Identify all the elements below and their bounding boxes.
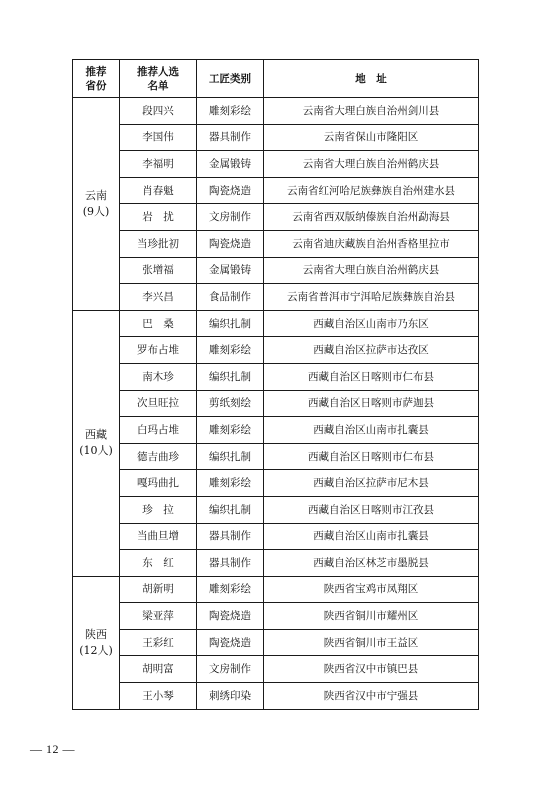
craftsman-name: 胡明富 (120, 656, 197, 683)
table-row (73, 310, 479, 337)
craft-category: 金属锻铸 (197, 257, 264, 284)
craftsman-name: 王彩红 (120, 629, 197, 656)
craftsman-address: 西藏自治区拉萨市达孜区 (264, 337, 479, 364)
craftsman-address: 云南省大理白族自治州鹤庆县 (264, 151, 479, 178)
craftsman-address: 云南省保山市隆阳区 (264, 124, 479, 151)
province-count: (9人) (82, 204, 110, 218)
table-row (73, 177, 479, 204)
craft-category: 文房制作 (197, 656, 264, 683)
craftsman-address: 陕西省汉中市宁强县 (264, 683, 479, 710)
craftsman-address: 云南省大理白族自治州剑川县 (264, 98, 479, 125)
craftsman-name: 罗布占堆 (120, 337, 197, 364)
craft-category: 食品制作 (197, 284, 264, 311)
craftsman-name: 岩 扰 (120, 204, 197, 231)
province-name: 云南 (85, 188, 107, 202)
table-row (73, 603, 479, 630)
craftsman-address: 云南省西双版纳傣族自治州勐海县 (264, 204, 479, 231)
craft-category: 雕刻彩绘 (197, 470, 264, 497)
craft-category: 雕刻彩绘 (197, 98, 264, 125)
craftsman-name: 白玛占堆 (120, 417, 197, 444)
table-row (73, 337, 479, 364)
craft-category: 编织扎制 (197, 363, 264, 390)
table-row (73, 151, 479, 178)
craftsman-name: 段四兴 (120, 98, 197, 125)
craftsman-address: 云南省红河哈尼族彝族自治州建水县 (264, 177, 479, 204)
craftsman-address: 西藏自治区日喀则市萨迦县 (264, 390, 479, 417)
craftsman-name: 巴 桑 (120, 310, 197, 337)
header-name-label: 推荐人选 名单 (137, 65, 179, 92)
craftsman-name: 当曲旦增 (120, 523, 197, 550)
craft-category: 器具制作 (197, 550, 264, 577)
craftsman-name: 嘎玛曲扎 (120, 470, 197, 497)
province-cell (73, 310, 120, 576)
craftsman-name: 梁亚萍 (120, 603, 197, 630)
craftsman-address: 西藏自治区山南市乃东区 (264, 310, 479, 337)
table-row (73, 363, 479, 390)
craftsman-name: 次旦旺拉 (120, 390, 197, 417)
table-body (73, 98, 479, 710)
craft-category: 编织扎制 (197, 443, 264, 470)
craft-category: 金属锻铸 (197, 151, 264, 178)
craftsman-address: 西藏自治区林芝市墨脱县 (264, 550, 479, 577)
header-address: 地 址 (264, 60, 479, 98)
header-category: 工匠类别 (197, 60, 264, 98)
craft-category: 陶瓷烧造 (197, 177, 264, 204)
craft-category: 陶瓷烧造 (197, 230, 264, 257)
header-province-label: 推荐 省份 (85, 65, 107, 92)
craftsman-address: 西藏自治区日喀则市仁布县 (264, 363, 479, 390)
craftsman-name: 李兴昌 (120, 284, 197, 311)
craftsman-table (72, 59, 479, 710)
craftsman-name: 珍 拉 (120, 496, 197, 523)
table-row (73, 550, 479, 577)
craft-category: 文房制作 (197, 204, 264, 231)
page-number: — 12 — (30, 742, 75, 756)
table-row (73, 443, 479, 470)
table-row (73, 656, 479, 683)
craftsman-address: 西藏自治区山南市扎囊县 (264, 417, 479, 444)
province-name: 西藏 (85, 428, 107, 442)
craftsman-address: 陕西省铜川市王益区 (264, 629, 479, 656)
craftsman-name: 德吉曲珍 (120, 443, 197, 470)
craftsman-name: 当珍批初 (120, 230, 197, 257)
table-row (73, 417, 479, 444)
craftsman-name: 肖春魁 (120, 177, 197, 204)
craft-category: 雕刻彩绘 (197, 576, 264, 603)
craftsman-name: 李国伟 (120, 124, 197, 151)
table-row (73, 390, 479, 417)
table-row (73, 230, 479, 257)
craft-category: 编织扎制 (197, 496, 264, 523)
craft-category: 雕刻彩绘 (197, 417, 264, 444)
craftsman-address: 西藏自治区拉萨市尼木县 (264, 470, 479, 497)
craft-category: 器具制作 (197, 523, 264, 550)
craftsman-name: 张增福 (120, 257, 197, 284)
craftsman-address: 云南省迪庆藏族自治州香格里拉市 (264, 230, 479, 257)
craftsman-name: 胡新明 (120, 576, 197, 603)
province-name: 陕西 (85, 627, 107, 641)
province-count: (12人) (79, 643, 113, 657)
craft-category: 陶瓷烧造 (197, 603, 264, 630)
table-header-row (73, 60, 479, 98)
header-province (73, 60, 120, 98)
craftsman-name: 东 红 (120, 550, 197, 577)
craftsman-address: 西藏自治区山南市扎囊县 (264, 523, 479, 550)
craftsman-address: 云南省大理白族自治州鹤庆县 (264, 257, 479, 284)
craftsman-name: 南木珍 (120, 363, 197, 390)
province-count: (10人) (79, 444, 113, 458)
craftsman-address: 西藏自治区日喀则市仁布县 (264, 443, 479, 470)
craftsman-address: 陕西省汉中市镇巴县 (264, 656, 479, 683)
craft-category: 编织扎制 (197, 310, 264, 337)
craftsman-name: 王小琴 (120, 683, 197, 710)
craft-category: 器具制作 (197, 124, 264, 151)
craft-category: 刺绣印染 (197, 683, 264, 710)
table-row (73, 257, 479, 284)
craft-category: 剪纸刻绘 (197, 390, 264, 417)
table-row (73, 98, 479, 125)
province-cell (73, 98, 120, 311)
craft-category: 雕刻彩绘 (197, 337, 264, 364)
table-row (73, 576, 479, 603)
table-row (73, 496, 479, 523)
province-cell (73, 576, 120, 709)
table-row (73, 204, 479, 231)
craft-category: 陶瓷烧造 (197, 629, 264, 656)
table-row (73, 124, 479, 151)
craftsman-address: 西藏自治区日喀则市江孜县 (264, 496, 479, 523)
craftsman-address: 陕西省铜川市耀州区 (264, 603, 479, 630)
table-row (73, 629, 479, 656)
craftsman-name: 李福明 (120, 151, 197, 178)
craftsman-address: 陕西省宝鸡市凤翔区 (264, 576, 479, 603)
table-row (73, 470, 479, 497)
table-row (73, 284, 479, 311)
craftsman-address: 云南省普洱市宁洱哈尼族彝族自治县 (264, 284, 479, 311)
table-row (73, 683, 479, 710)
table-row (73, 523, 479, 550)
header-name (120, 60, 197, 98)
